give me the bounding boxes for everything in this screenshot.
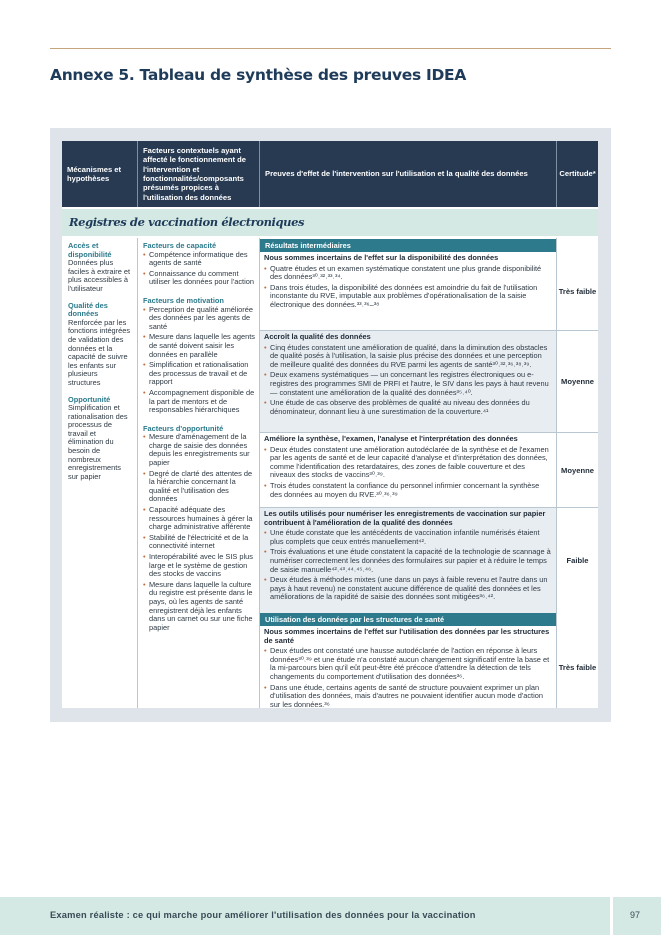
- evidence-block-availability: [260, 252, 556, 330]
- footer-title: Examen réaliste : ce qui marche pour améliorer l'utilisation des données pour la vaccination: [50, 910, 476, 920]
- evidence-block-digitization: [260, 508, 556, 613]
- list-item: • Accompagnement disponible de la part de mentors et de responsables hiérarchiques: [143, 389, 259, 415]
- evidence-block-quality: [260, 331, 556, 432]
- list-item: • Simplification et rationalisation des processus de travail et de rapport: [143, 361, 259, 387]
- evidence-block-usage: [260, 626, 556, 708]
- factor-group-title: Facteurs de motivation: [143, 295, 224, 305]
- list-item: • Deux études constatent une amélioration autodéclarée de la synthèse et de l'examen par les agents de santé et de leur capacité d'analyse et d'interprétation des données, comme l'identification des retardataires, des zones de faible couverture et des niveaux des stocks de vaccins³⁰˒³⁹.: [264, 446, 552, 480]
- mechanism-opportunity: [68, 396, 132, 482]
- page-number: 97: [630, 910, 641, 920]
- list-item: • Interopérabilité avec le SIS plus large et le système de gestion des stocks de vaccins: [143, 553, 259, 579]
- table-header: [62, 141, 598, 207]
- list-item: • Degré de clarté des attentes de la hiérarchie concernant la qualité et l'utilisation des données: [143, 470, 259, 504]
- mechanism-title: Qualité des données: [68, 300, 108, 319]
- evidence-title: Nous sommes incertains de l'effet sur l'utilisation des données par les structures de santé: [264, 627, 550, 645]
- factor-group-title: Facteurs d'opportunité: [143, 423, 224, 433]
- evidence-title: Nous sommes incertains de l'effet sur la disponibilité des données: [264, 253, 499, 262]
- list-item: • Quatre études et un examen systématique constatent une plus grande disponibilité des données³⁰˒³²˒³³˒³⁴.: [264, 265, 552, 282]
- factor-list: [143, 251, 259, 287]
- evidence-table: [62, 141, 598, 708]
- list-item: • Cinq études constatent une amélioration de qualité, dans la diminution des obstacles de qualité posés à l'utilisation, la saisie plus précise des données et une perception de meilleure qualité des données du RVE parmi les agents de santé³⁰˒³²˒³⁶˒³⁸˒³⁹.: [264, 344, 552, 370]
- section-band: [62, 209, 598, 236]
- mechanism-quality: [68, 302, 132, 388]
- intermediate-results-header: Résultats intermédiaires: [260, 239, 556, 252]
- evidence-title: Accroît la qualité des données: [264, 332, 371, 341]
- evidence-block-synthesis: [260, 433, 556, 507]
- factor-list: [143, 433, 259, 632]
- header-certainty: Certitude*: [559, 169, 596, 179]
- factor-list: [143, 306, 259, 415]
- list-item: • Mesure dans laquelle la culture du registre est présente dans le pays, où les agents de santé enregistrent déjà les enfants dans un carnet ou sur une fiche papier: [143, 581, 259, 633]
- list-item: • Connaissance du comment utiliser les données pour l'action: [143, 270, 259, 287]
- mechanism-access: [68, 242, 132, 294]
- factor-group-title: Facteurs de capacité: [143, 241, 217, 250]
- factors-column: [143, 242, 259, 634]
- header-evidence: Preuves d'effet de l'intervention sur l'utilisation et la qualité des données: [265, 169, 528, 179]
- mechanism-text: Renforcée par les fonctions intégrées de validation des données et la capacité de suivre les enfants sur plusieurs structures: [68, 317, 131, 387]
- section-title: Registres de vaccination électroniques: [69, 215, 305, 229]
- evidence-title: Améliore la synthèse, l'examen, l'analyse et l'interprétation des données: [264, 434, 518, 443]
- page-title: Annexe 5. Tableau de synthèse des preuves IDEA: [50, 66, 467, 84]
- header-factors: Facteurs contextuels ayant affecté le fonctionnement de l'intervention et fonctionnalités/composants présumés propices à l'utilisation des données: [143, 145, 246, 202]
- certainty-value: Moyenne: [561, 377, 594, 386]
- list-item: • Deux études ont constaté une hausse autodéclarée de l'action en réponse à leurs données³⁰˒³⁹ et une étude n'a constaté aucun changement significatif entre la base et la mi-parcours bien qu'il eût peut-être été précoce d'attendre la détection de tels changements du comportement d'utilisation des données³⁶.: [264, 647, 552, 681]
- list-item: • Deux examens systématiques — un concernant les registres électroniques ou e-registres des programmes SMI de PRFI et l'autre, le SIV dans les pays à haut revenu — constatent une amélioration de la qualité des données³⁵˒⁴⁰.: [264, 371, 552, 397]
- evidence-title: Les outils utilisés pour numériser les enregistrements de vaccination sur papier contribuent à l'amélioration de la qualité des données: [264, 509, 546, 527]
- evidence-table-panel: [50, 128, 611, 722]
- mechanisms-column: [68, 242, 132, 481]
- list-item: • Deux études à méthodes mixtes (une dans un pays à faible revenu et l'autre dans un pays à haut revenu) ne constatent aucune différence de qualité des données et les améliorations de la rapidité de saisie des données sont mitigées³⁶˒⁴².: [264, 576, 552, 602]
- list-item: • Dans une étude, certains agents de santé de structure pouvaient exprimer un plan d'utilisation des données, mais d'autres ne pouvaient identifier aucun mode d'action sur les données.³⁶: [264, 684, 552, 708]
- mechanism-text: Simplification et rationalisation des processus de travail et élimination du besoin de nombreux enregistrements sur papier: [68, 403, 128, 481]
- header-mechanisms: Mécanismes et hypothèses: [67, 164, 122, 183]
- list-item: • Trois évaluations et une étude constatent la capacité de la technologie de scannage à numériser correctement les données des formulaires sur papier et à réduire le temps de saisie manuelle⁴²˒⁴³˒⁴⁴˒⁴⁵˒⁴⁶.: [264, 548, 552, 574]
- top-rule: [50, 48, 611, 49]
- list-item: • Stabilité de l'électricité et de la connectivité internet: [143, 534, 259, 551]
- page-footer: [0, 897, 661, 935]
- certainty-value: Faible: [566, 556, 589, 565]
- list-item: • Dans trois études, la disponibilité des données est amoindrie du fait de l'utilisation inconstante du RVE, imputable aux problèmes d'opérationalisation de la saisie électronique des données.³³˒³⁶–³⁸: [264, 284, 552, 310]
- list-item: • Compétence informatique des agents de santé: [143, 251, 259, 268]
- certainty-value: Très faible: [558, 662, 597, 672]
- list-item: • Capacité adéquate des ressources humaines à gérer la charge administrative afférente: [143, 506, 259, 532]
- mechanism-text: Données plus faciles à extraire et plus accessibles à l'utilisateur: [68, 258, 131, 293]
- list-item: • Perception de qualité améliorée des données par les agents de santé: [143, 306, 259, 332]
- mechanism-title: Accès et disponibilité: [68, 241, 112, 259]
- mechanism-title: Opportunité: [68, 394, 111, 404]
- list-item: • Une étude constate que les antécédents de vaccination infantile numérisés étaient plus complets que ceux entrés manuellement⁴².: [264, 529, 552, 546]
- list-item: • Trois études constatent la confiance du personnel infirmier concernant la synthèse des données au moyen du RVE.³⁰˒³⁶˒³⁹: [264, 482, 552, 499]
- list-item: • Mesure d'aménagement de la charge de saisie des données depuis les enregistrements sur papier: [143, 433, 259, 467]
- list-item: • Mesure dans laquelle les agents de santé doivent saisir les données en parallèle: [143, 333, 259, 359]
- certainty-value: Moyenne: [561, 465, 594, 475]
- certainty-value: Très faible: [558, 286, 597, 296]
- data-usage-header: Utilisation des données par les structures de santé: [260, 613, 556, 626]
- list-item: • Une étude de cas observe des problèmes de qualité au niveau des données du dénominateur, donnant lieu à une surestimation de la couverture.⁴¹: [264, 399, 552, 416]
